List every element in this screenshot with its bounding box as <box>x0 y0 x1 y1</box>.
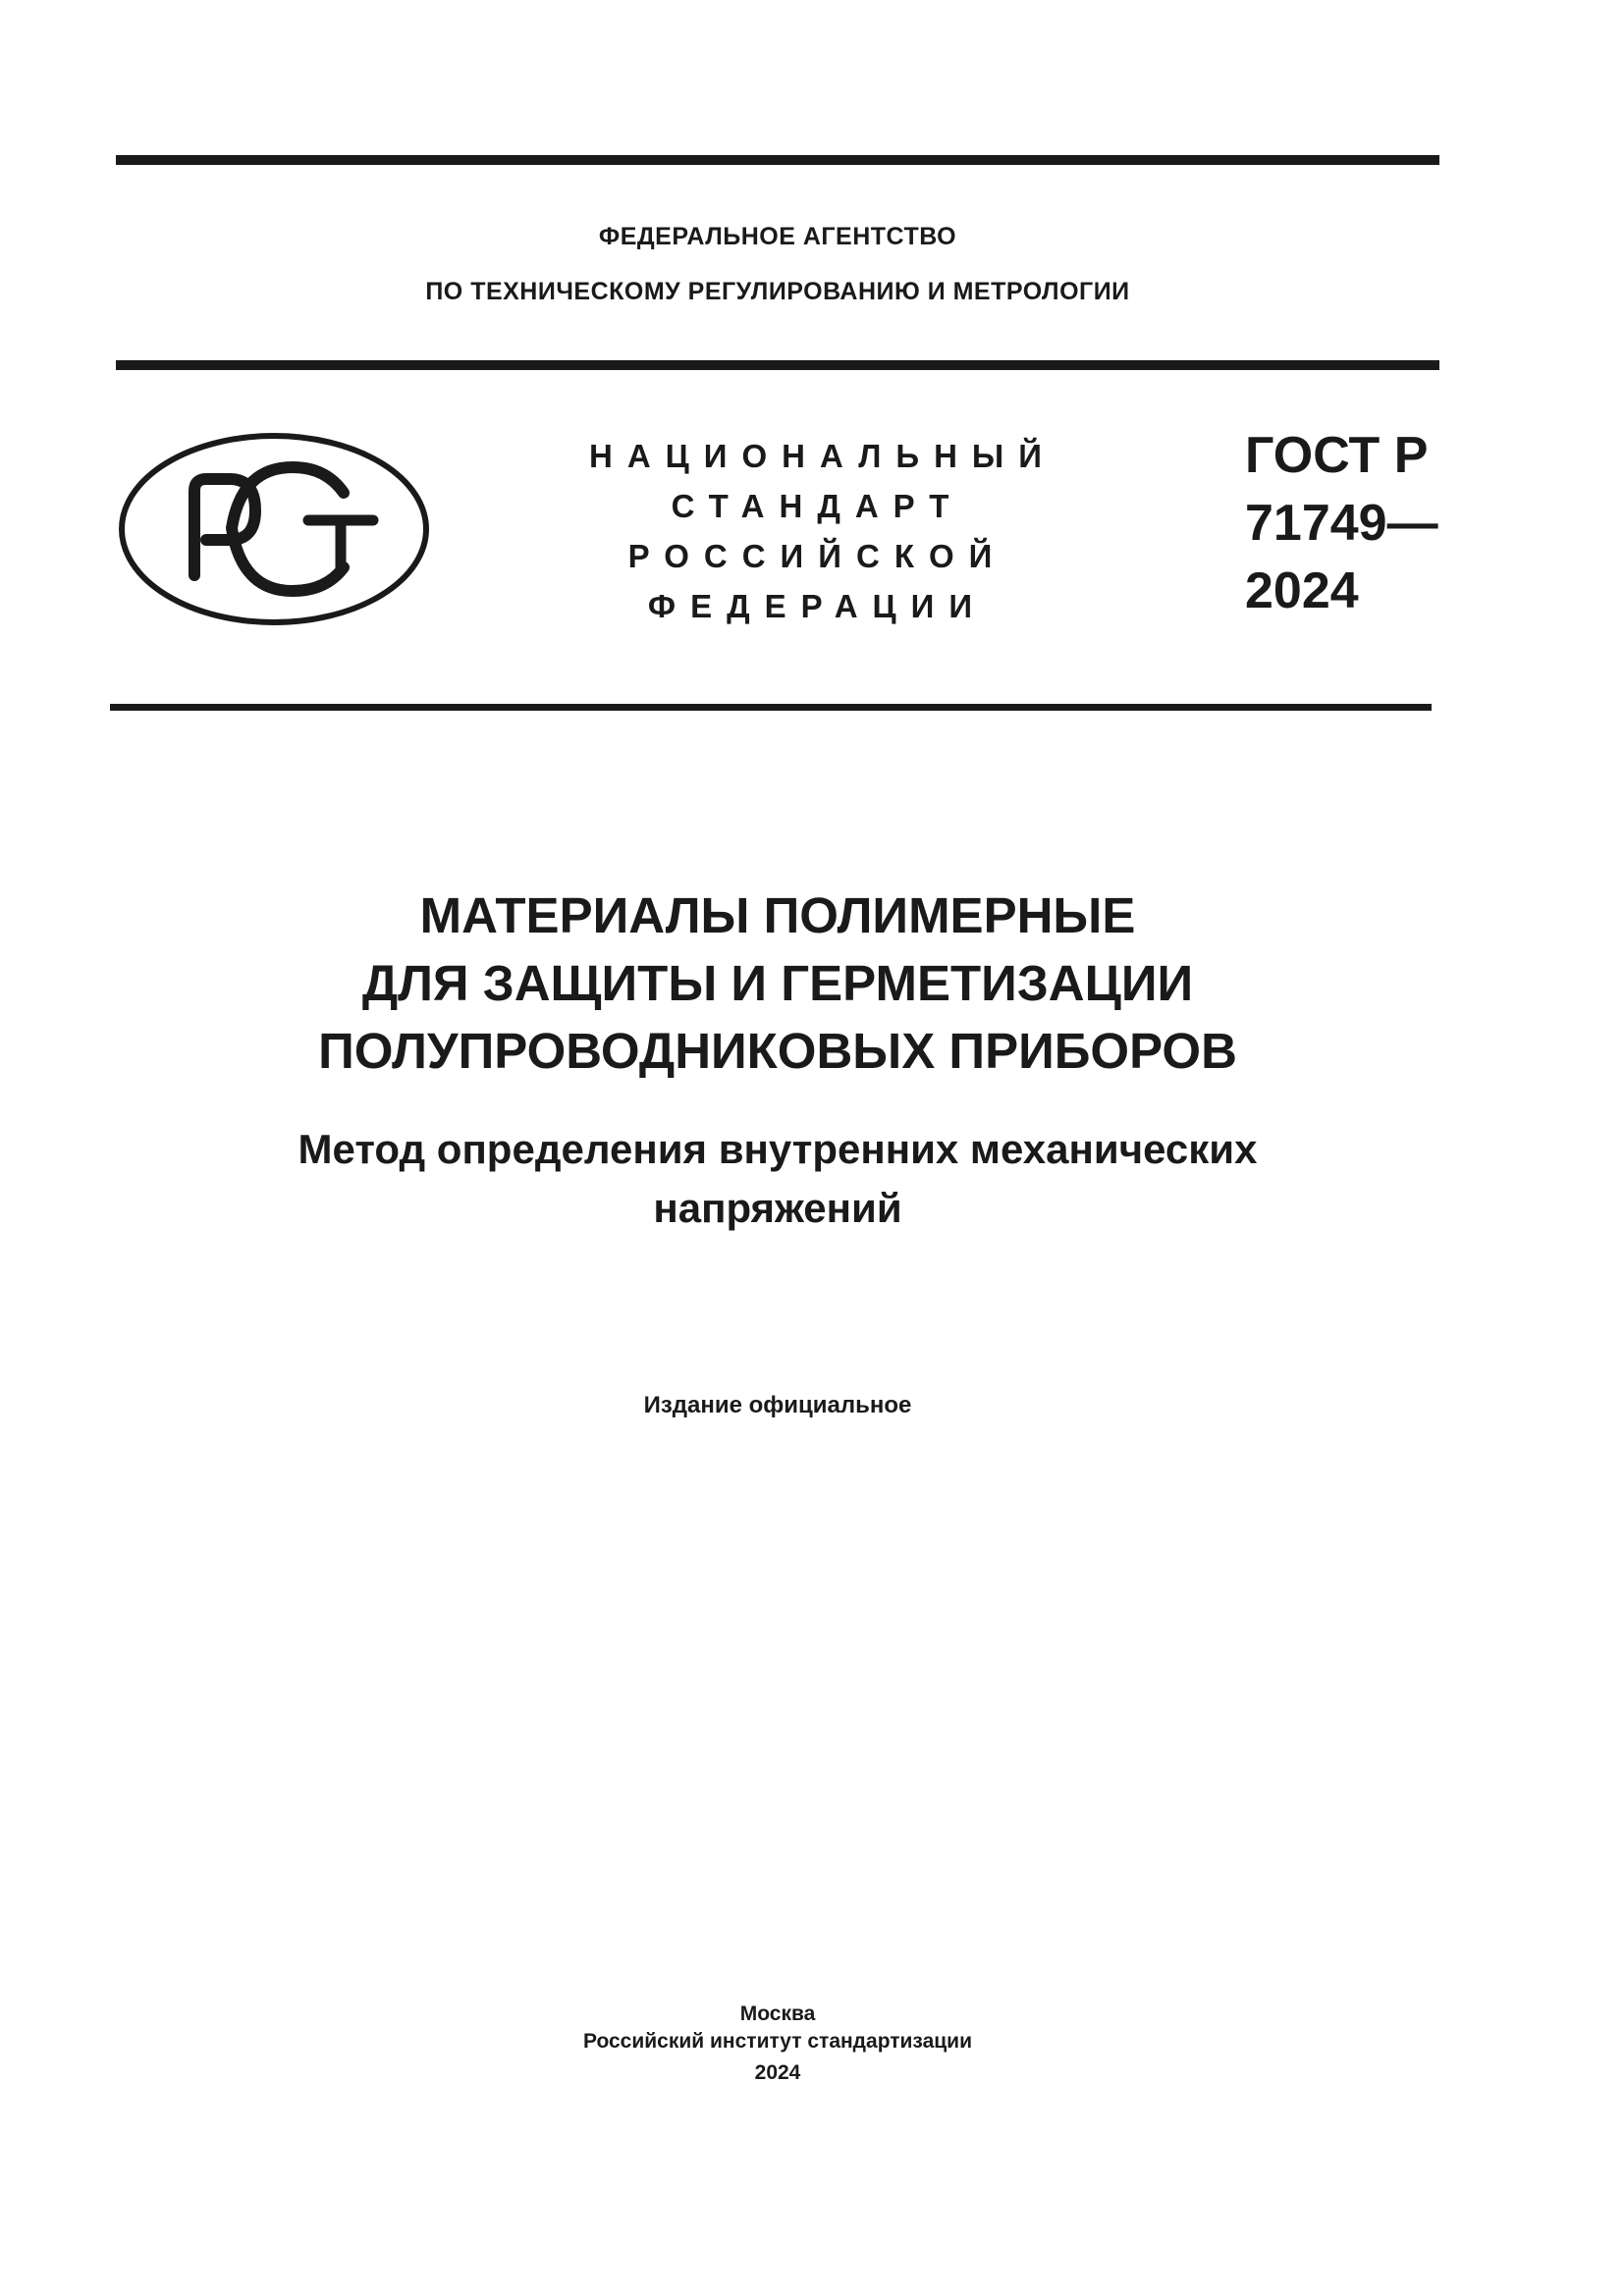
middle-rule <box>116 360 1439 370</box>
standard-type-line-3: РОССИЙСКОЙ <box>627 538 1007 574</box>
standard-designation-line-1: ГОСТ Р <box>1245 427 1429 484</box>
bottom-rule <box>110 704 1432 711</box>
agency-name-line-1: ФЕДЕРАЛЬНОЕ АГЕНТСТВО <box>598 223 957 250</box>
standard-type-line-1: НАЦИОНАЛЬНЫЙ <box>589 438 1056 474</box>
agency-name-line-2: ПО ТЕХНИЧЕСКОМУ РЕГУЛИРОВАНИЮ И МЕТРОЛОГИИ <box>425 278 1130 305</box>
document-subtitle-line-1: Метод определения внутренних механических <box>298 1126 1258 1172</box>
top-rule <box>116 155 1439 165</box>
gost-r-mark-icon <box>116 430 432 628</box>
standard-type-line-4: ФЕДЕРАЦИИ <box>647 588 988 624</box>
standard-type-line-2: СТАНДАРТ <box>671 488 964 524</box>
document-title-line-2: ДЛЯ ЗАЩИТЫ И ГЕРМЕТИЗАЦИИ <box>361 955 1194 1011</box>
imprint-city: Москва <box>739 2002 816 2025</box>
imprint-year: 2024 <box>754 2061 801 2084</box>
document-subtitle-line-2: напряжений <box>653 1185 902 1231</box>
edition-label: Издание официальное <box>643 1392 912 1418</box>
imprint-publisher: Российский институт стандартизации <box>582 2030 973 2053</box>
document-title-line-3: ПОЛУПРОВОДНИКОВЫХ ПРИБОРОВ <box>318 1023 1237 1079</box>
standard-designation-line-2: 71749— <box>1245 495 1438 552</box>
standard-designation-line-3: 2024 <box>1245 562 1359 619</box>
document-title-line-1: МАТЕРИАЛЫ ПОЛИМЕРНЫЕ <box>419 887 1136 943</box>
